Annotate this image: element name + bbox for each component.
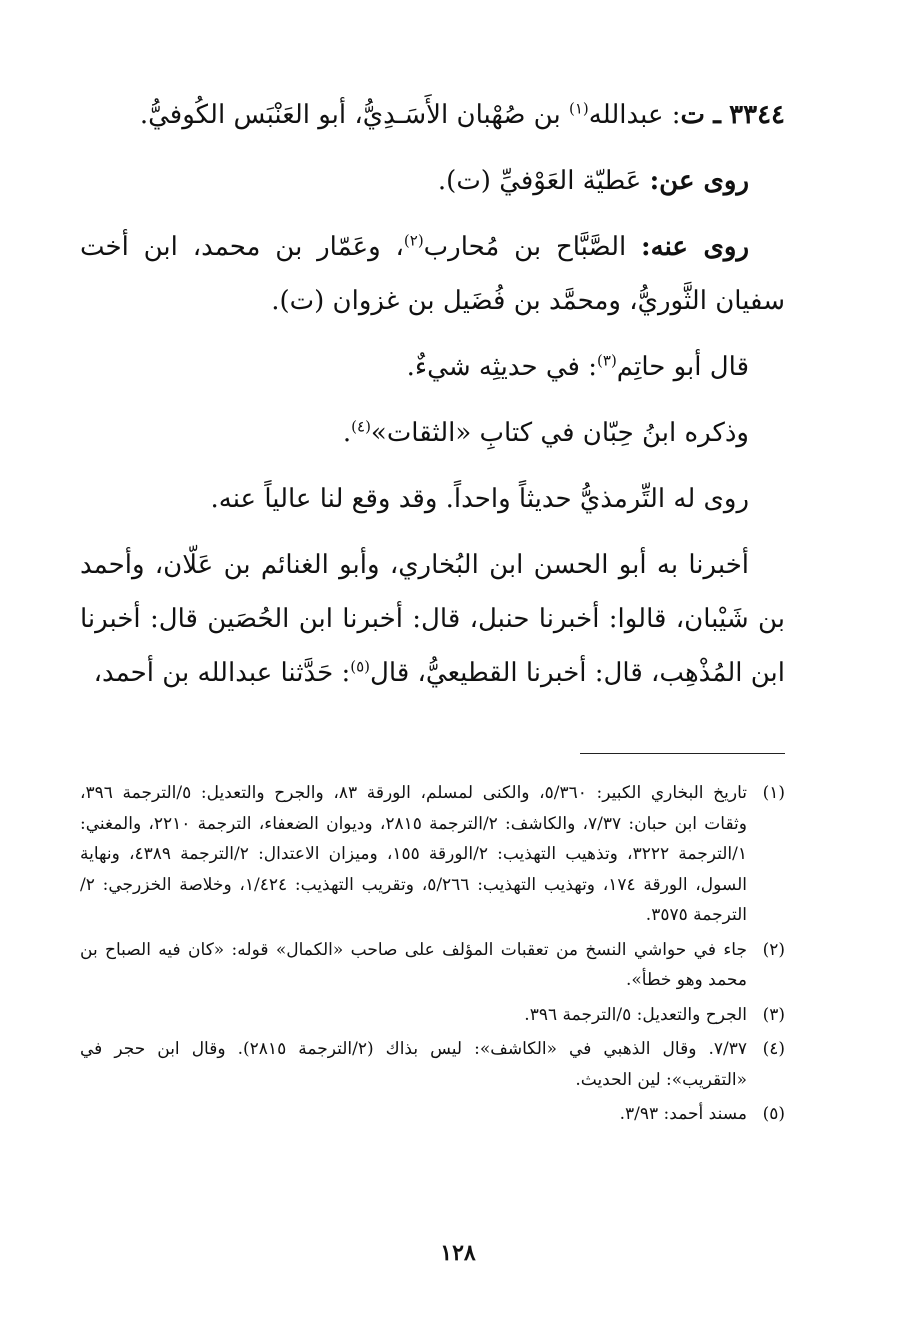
footnote-ref-3: (٣) bbox=[597, 351, 617, 370]
abu-hatim-text-b: : في حديثِه شيءٌ. bbox=[406, 352, 598, 382]
isnad-text-b: : حَدَّثنا عبدالله بن أحمد، bbox=[93, 658, 351, 688]
footnote-number: (٢) bbox=[762, 939, 785, 960]
footnote-ref-5: (٥) bbox=[350, 657, 370, 676]
footnote-5 bbox=[80, 1099, 785, 1130]
main-text bbox=[80, 88, 785, 700]
tirmidhi-paragraph bbox=[80, 472, 785, 526]
abu-hatim-paragraph bbox=[80, 340, 785, 394]
abu-hatim-text-a: قال أبو حاتِم bbox=[616, 352, 749, 382]
entry-body bbox=[80, 88, 785, 700]
footnote-number: (٥) bbox=[762, 1104, 785, 1124]
footnote-number: (٤) bbox=[762, 1039, 785, 1059]
rawa-an-text: عَطيّة العَوْفيِّ (ت). bbox=[437, 166, 642, 196]
rawa-anhu-text-a: الصَّبَّاح بن مُحارب bbox=[423, 232, 627, 262]
footnote-ref-2: (٢) bbox=[403, 231, 424, 250]
tirmidhi-text: روى له التِّرمذيُّ حديثاً واحداً. وقد وقع لنا عالياً عنه. bbox=[210, 484, 749, 514]
isnad-paragraph bbox=[80, 538, 785, 700]
footnote-3 bbox=[80, 1000, 785, 1031]
footnote-2 bbox=[80, 935, 785, 996]
footnotes bbox=[80, 778, 785, 1134]
isnad-text-a: أخبرنا به أبو الحسن ابن البُخاري، وأبو الغنائم بن عَلّان، وأحمد بن شَيْبان، قالوا: أخبرنا حنبل، قال: أخبرنا ابن الحُصَين قال: أخبرنا ابن المُذْهِب، قال: أخبرنا القطيعيُّ، قال bbox=[80, 550, 785, 688]
rawa-anhu-text-b: ، وعَمّار بن محمد، ابن أخت سفيان الثَّوريُّ، ومحمَّد بن فُضَيل بن غزوان (ت). bbox=[80, 232, 785, 316]
footnote-4 bbox=[80, 1034, 785, 1095]
rawa-an-paragraph bbox=[80, 154, 785, 208]
footnote-text: تاريخ البخاري الكبير: ٥/٣٦٠، والكنى لمسلم، الورقة ٨٣، والجرح والتعديل: ٥/الترجمة ٣٩٦، وثقات ابن حبان: ٧/٣٧، والكاشف: ٢/الترجمة ٢٨١٥، وديوان الضعفاء، الترجمة ٢٢١٠، والمغني: ١/الترجمة ٣٢٢٢، وتذهيب التهذيب: ٢/الورقة ١٥٥، وميزان الاعتدال: ٢/الترجمة ٤٣٨٩، ونهاية السول، الورقة ١٧٤، وتهذيب التهذيب: ٥/٢٦٦، وتقريب التهذيب: ١/٤٢٤، وخلاصة الخزرجي: ٢/الترجمة ٣٥٧٥. bbox=[80, 783, 747, 925]
footnote-ref-4: (٤) bbox=[351, 417, 371, 436]
ibn-hibban-text-b: . bbox=[342, 418, 352, 448]
rawa-anhu-label: روى عنه: bbox=[641, 232, 749, 262]
footnote-1 bbox=[80, 778, 785, 931]
footnote-ref-1: (١) bbox=[568, 99, 589, 118]
entry-name: عبدالله bbox=[588, 100, 664, 130]
ibn-hibban-paragraph bbox=[80, 406, 785, 460]
footnote-number: (١) bbox=[762, 783, 785, 803]
footnote-separator bbox=[580, 753, 785, 754]
footnote-text: مسند أحمد: ٣/٩٣. bbox=[619, 1104, 747, 1124]
footnote-text: الجرح والتعديل: ٥/الترجمة ٣٩٦. bbox=[524, 1004, 747, 1025]
ibn-hibban-text-a: وذكره ابنُ حِبّان في كتابِ «الثقات» bbox=[370, 418, 749, 448]
footnote-number: (٣) bbox=[762, 1004, 785, 1025]
entry-symbol: ت bbox=[680, 100, 705, 130]
entry-heading: ٣٣٤٤ ـ ت: عبدالله$^{(١)}$ بن صُهْبان الأَسَـدِيُّ، أبو العَنْبَس الكُوفيُّ. bbox=[139, 99, 785, 130]
entry-number: ٣٣٤٤ bbox=[729, 100, 785, 130]
rawa-an-label: روى عن: bbox=[649, 166, 749, 196]
footnote-text: ٧/٣٧. وقال الذهبي في «الكاشف»: ليس بذاك (٢/الترجمة ٢٨١٥). وقال ابن حجر في «التقريب»: لين الحديث. bbox=[80, 1039, 747, 1090]
rawa-anhu-paragraph bbox=[80, 220, 785, 328]
page-number: ١٢٨ bbox=[440, 1240, 476, 1266]
entry-rest: بن صُهْبان الأَسَـدِيُّ، أبو العَنْبَس الكُوفيُّ. bbox=[139, 100, 561, 130]
footnote-text: جاء في حواشي النسخ من تعقبات المؤلف على صاحب «الكمال» قوله: «كان فيه الصباح بن محمد وهو خطأ». bbox=[80, 939, 747, 990]
